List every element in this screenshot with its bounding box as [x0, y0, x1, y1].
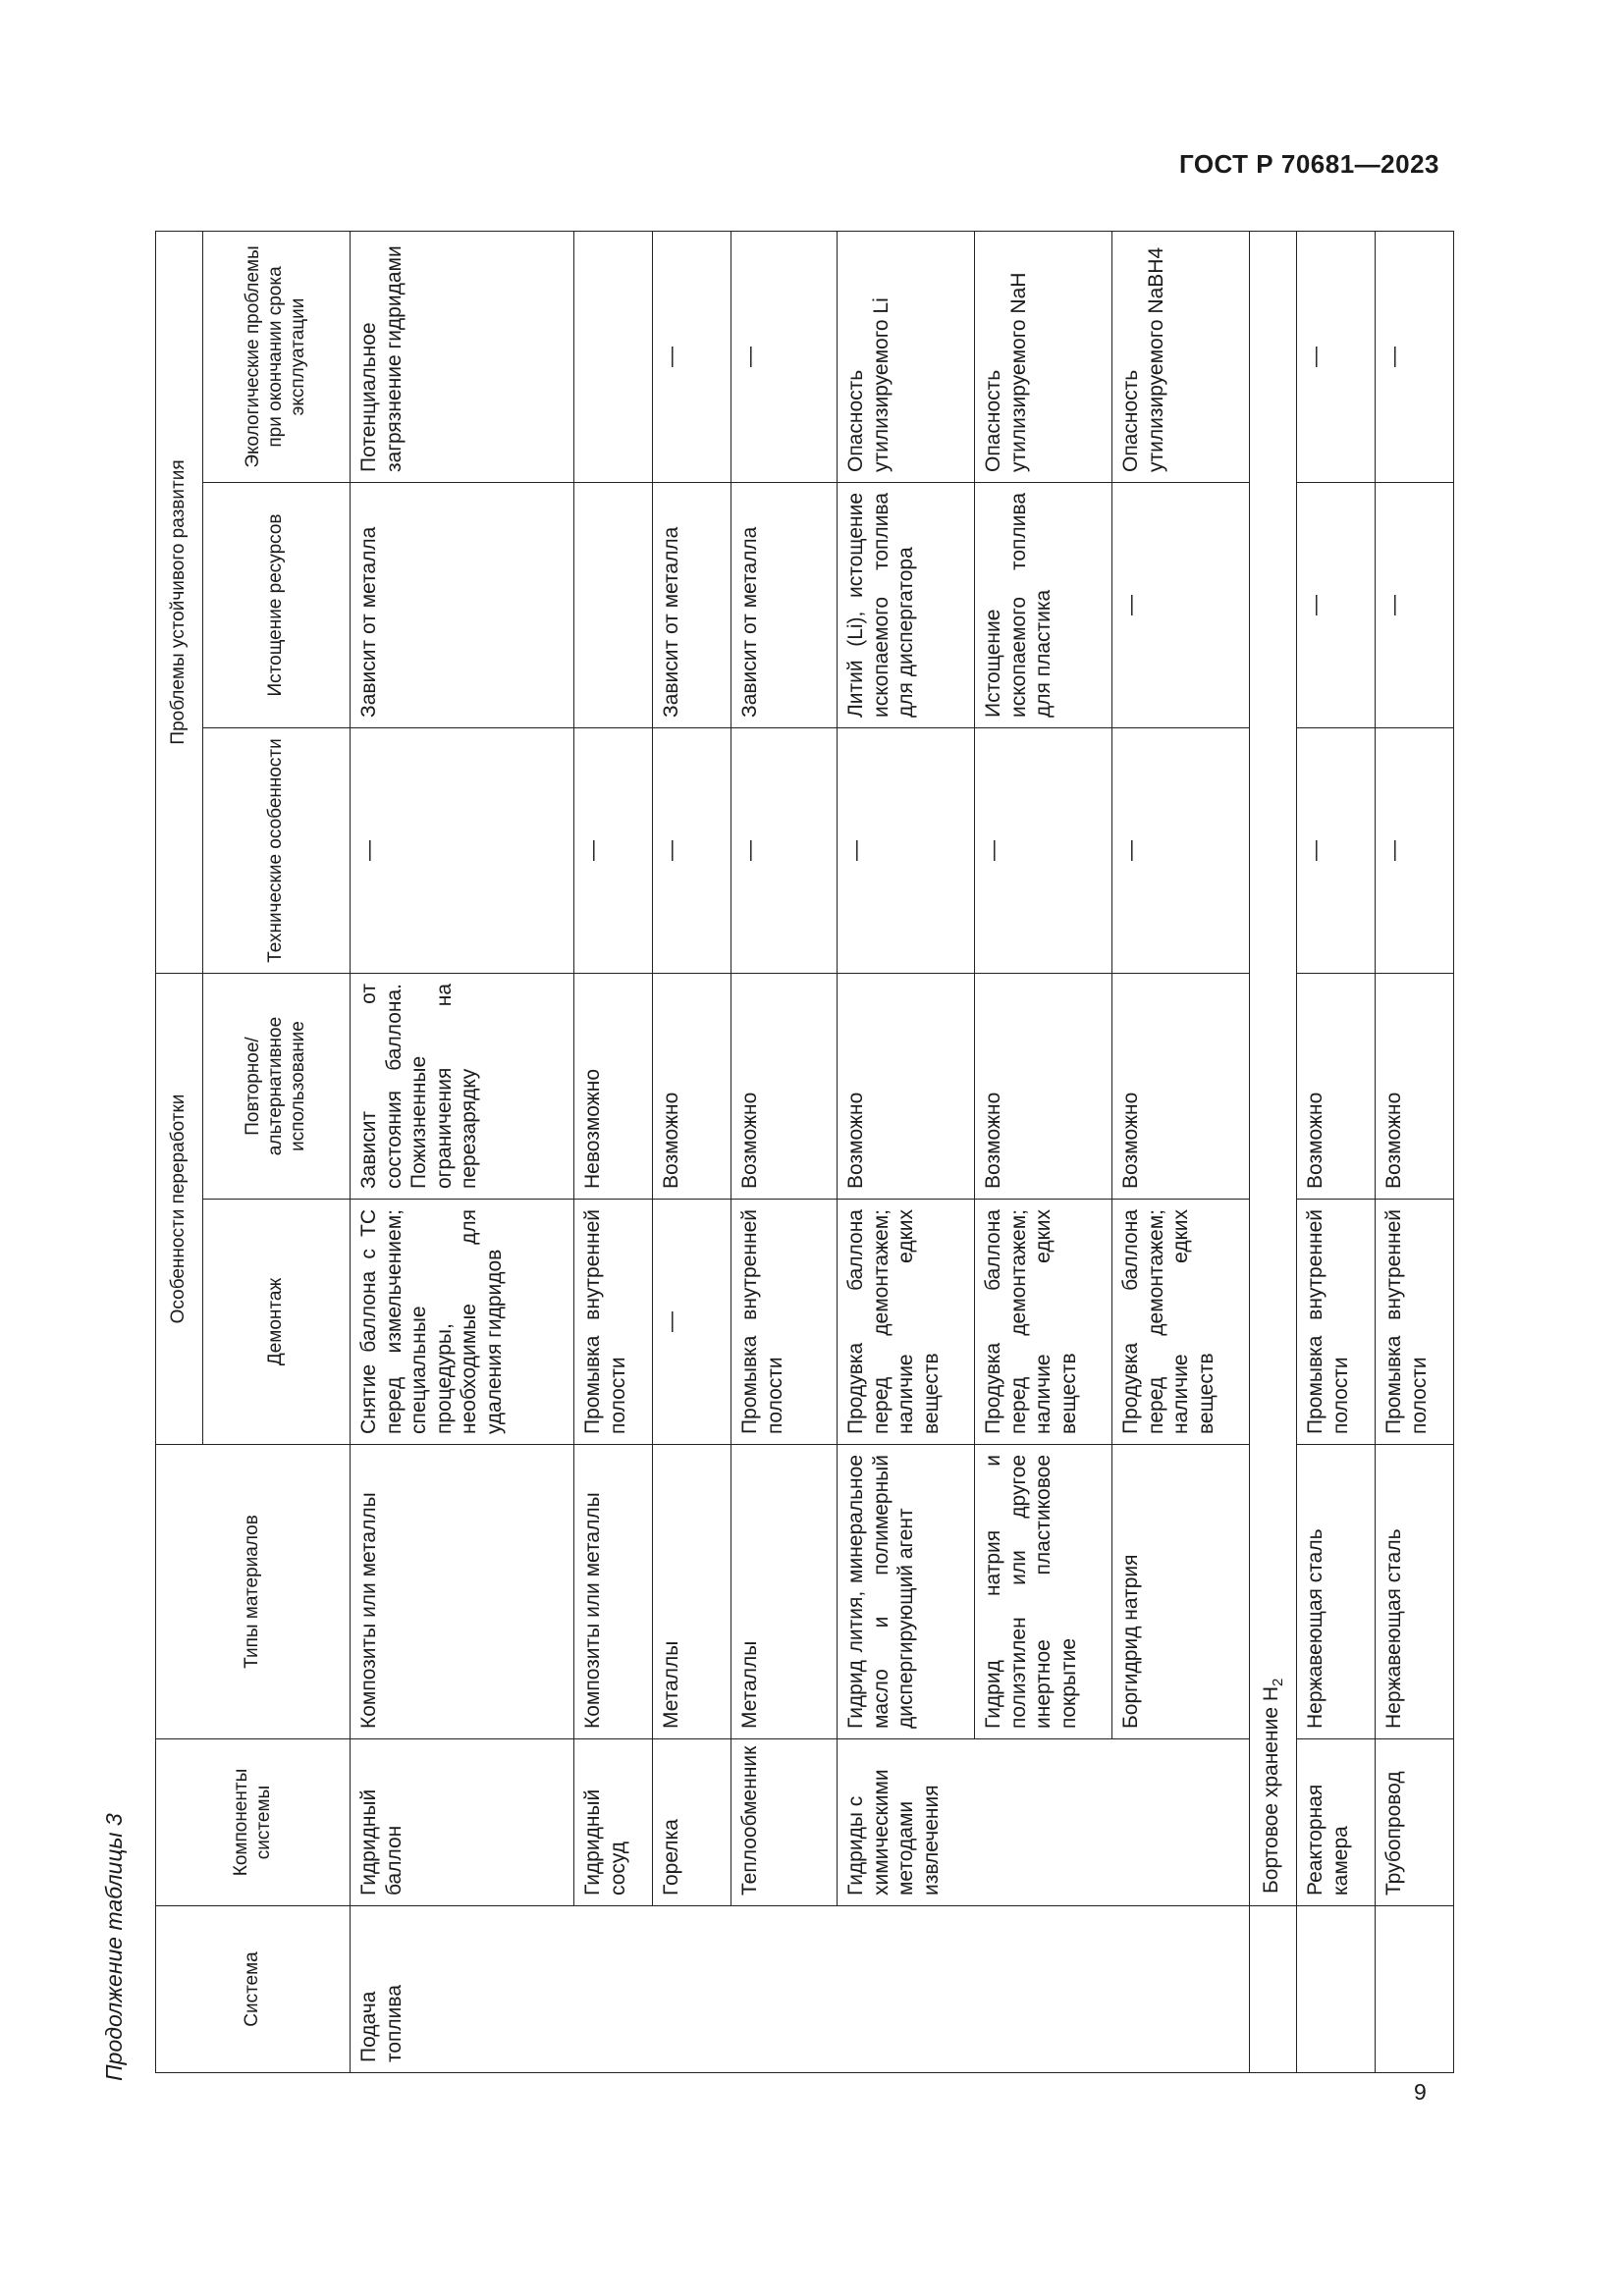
resources-cell: —: [1376, 482, 1454, 727]
resources-cell: —: [1297, 482, 1376, 727]
technical-cell: —: [1376, 727, 1454, 973]
dismantling-cell: Промывка внутренней полости: [731, 1200, 838, 1445]
resources-cell: Зависит от металла: [731, 482, 838, 727]
materials-cell: Нержавеющая сталь: [1376, 1445, 1454, 1739]
reuse-cell: Возможно: [1112, 973, 1250, 1199]
technical-cell: —: [1112, 727, 1250, 973]
dismantling-cell: Продувка баллона перед демонтажем; наличие едких веществ: [975, 1200, 1112, 1445]
sustainability-table: [155, 231, 1454, 2073]
technical-cell: —: [574, 727, 653, 973]
header-dismantling: Демонтаж: [203, 1200, 351, 1445]
materials-cell: Гидрид натрия и полиэтилен или другое инертное пластиковое покрытие: [975, 1445, 1112, 1739]
resources-cell: Зависит от металла: [653, 482, 731, 727]
resources-cell: [574, 482, 653, 727]
table-row: [351, 231, 574, 2072]
reuse-cell: Возможно: [653, 973, 731, 1199]
technical-cell: —: [731, 727, 838, 973]
table-row: [731, 231, 838, 2072]
reuse-cell: Возможно: [838, 973, 975, 1199]
resources-cell: —: [1112, 482, 1250, 727]
ecology-cell: Опасность утилизируемого NaH: [975, 231, 1112, 482]
technical-cell: —: [838, 727, 975, 973]
header-technical: Технические особенности: [203, 727, 351, 973]
ecology-cell: —: [1376, 231, 1454, 482]
header-ecology: Экологические проблемы при окончании срока эксплуатации: [203, 231, 351, 482]
table-row: [1376, 231, 1454, 2072]
header-resources: Истощение ресурсов: [203, 482, 351, 727]
component-cell: Гидриды с химическими методами извлечения: [838, 1739, 1250, 1906]
ecology-cell: [574, 231, 653, 482]
table-row: [574, 231, 653, 2072]
technical-cell: —: [975, 727, 1112, 973]
section-onboard-storage: Бортовое хранение $H_2$: [1250, 231, 1297, 1905]
header-system: Система: [156, 1906, 351, 2073]
header-processing-group: Особенности переработки: [156, 973, 203, 1444]
materials-cell: Боргидрид натрия: [1112, 1445, 1250, 1739]
ecology-cell: Опасность утилизируемого NaBH4: [1112, 231, 1250, 482]
materials-cell: Металлы: [653, 1445, 731, 1739]
component-cell: Реакторная камера: [1297, 1739, 1376, 1906]
dismantling-cell: Промывка внутренней полости: [1376, 1200, 1454, 1445]
ecology-cell: Опасность утилизируемого Li: [838, 231, 975, 482]
page-number: 9: [1414, 2079, 1427, 2105]
dismantling-cell: Промывка внутренней полости: [1297, 1200, 1376, 1445]
reuse-cell: Возможно: [975, 973, 1112, 1199]
reuse-cell: Зависит от состояния баллона. Пожизненные ограничения на перезарядку: [351, 973, 574, 1199]
component-cell: Теплообменник: [731, 1739, 838, 1906]
header-reuse: Повторное/ альтернативное использование: [203, 973, 351, 1199]
ecology-cell: —: [653, 231, 731, 482]
resources-cell: Литий (Li), истощение ископаемого топлива для диспергатора: [838, 482, 975, 727]
header-sustainability-group: Проблемы устойчивого развития: [156, 231, 203, 973]
table-row: [1297, 231, 1376, 2072]
reuse-cell: Возможно: [731, 973, 838, 1199]
resources-cell: Истощение ископаемого топлива для пластика: [975, 482, 1112, 727]
dismantling-cell: —: [653, 1200, 731, 1445]
materials-cell: Композиты или металлы: [351, 1445, 574, 1739]
resources-cell: Зависит от металла: [351, 482, 574, 727]
materials-cell: Гидрид лития, минеральное масло и полимерный диспергирующий агент: [838, 1445, 975, 1739]
dismantling-cell: Продувка баллона перед демонтажем; наличие едких веществ: [1112, 1200, 1250, 1445]
component-cell: Трубопровод: [1376, 1739, 1454, 1906]
dismantling-cell: Промывка внутренней полости: [574, 1200, 653, 1445]
table-caption: Продолжение таблицы 3: [101, 1813, 127, 2081]
table-container: [155, 232, 1451, 2073]
component-cell: Гидридный баллон: [351, 1739, 574, 1906]
materials-cell: Металлы: [731, 1445, 838, 1739]
ecology-cell: —: [1297, 231, 1376, 482]
table-row: [838, 231, 975, 2072]
reuse-cell: Невозможно: [574, 973, 653, 1199]
dismantling-cell: Продувка баллона перед демонтажем; наличие едких веществ: [838, 1200, 975, 1445]
reuse-cell: Возможно: [1297, 973, 1376, 1199]
technical-cell: —: [351, 727, 574, 973]
component-cell: Горелка: [653, 1739, 731, 1906]
technical-cell: —: [653, 727, 731, 973]
component-cell: Гидридный сосуд: [574, 1739, 653, 1906]
system-cell: Подача топлива: [351, 1906, 1250, 2073]
table-row: [653, 231, 731, 2072]
ecology-cell: —: [731, 231, 838, 482]
ecology-cell: Потенциальное загрязнение гидридами: [351, 231, 574, 482]
header-materials: Типы материалов: [156, 1445, 351, 1739]
section-row: [1250, 231, 1297, 2072]
standard-code: ГОСТ Р 70681—2023: [1178, 149, 1439, 179]
technical-cell: —: [1297, 727, 1376, 973]
reuse-cell: Возможно: [1376, 973, 1454, 1199]
dismantling-cell: Снятие баллона с ТС перед измельчением; специальные процедуры, необходимые для удаления гидридов: [351, 1200, 574, 1445]
header-components: Компоненты системы: [156, 1739, 351, 1906]
materials-cell: Композиты или металлы: [574, 1445, 653, 1739]
materials-cell: Нержавеющая сталь: [1297, 1445, 1376, 1739]
